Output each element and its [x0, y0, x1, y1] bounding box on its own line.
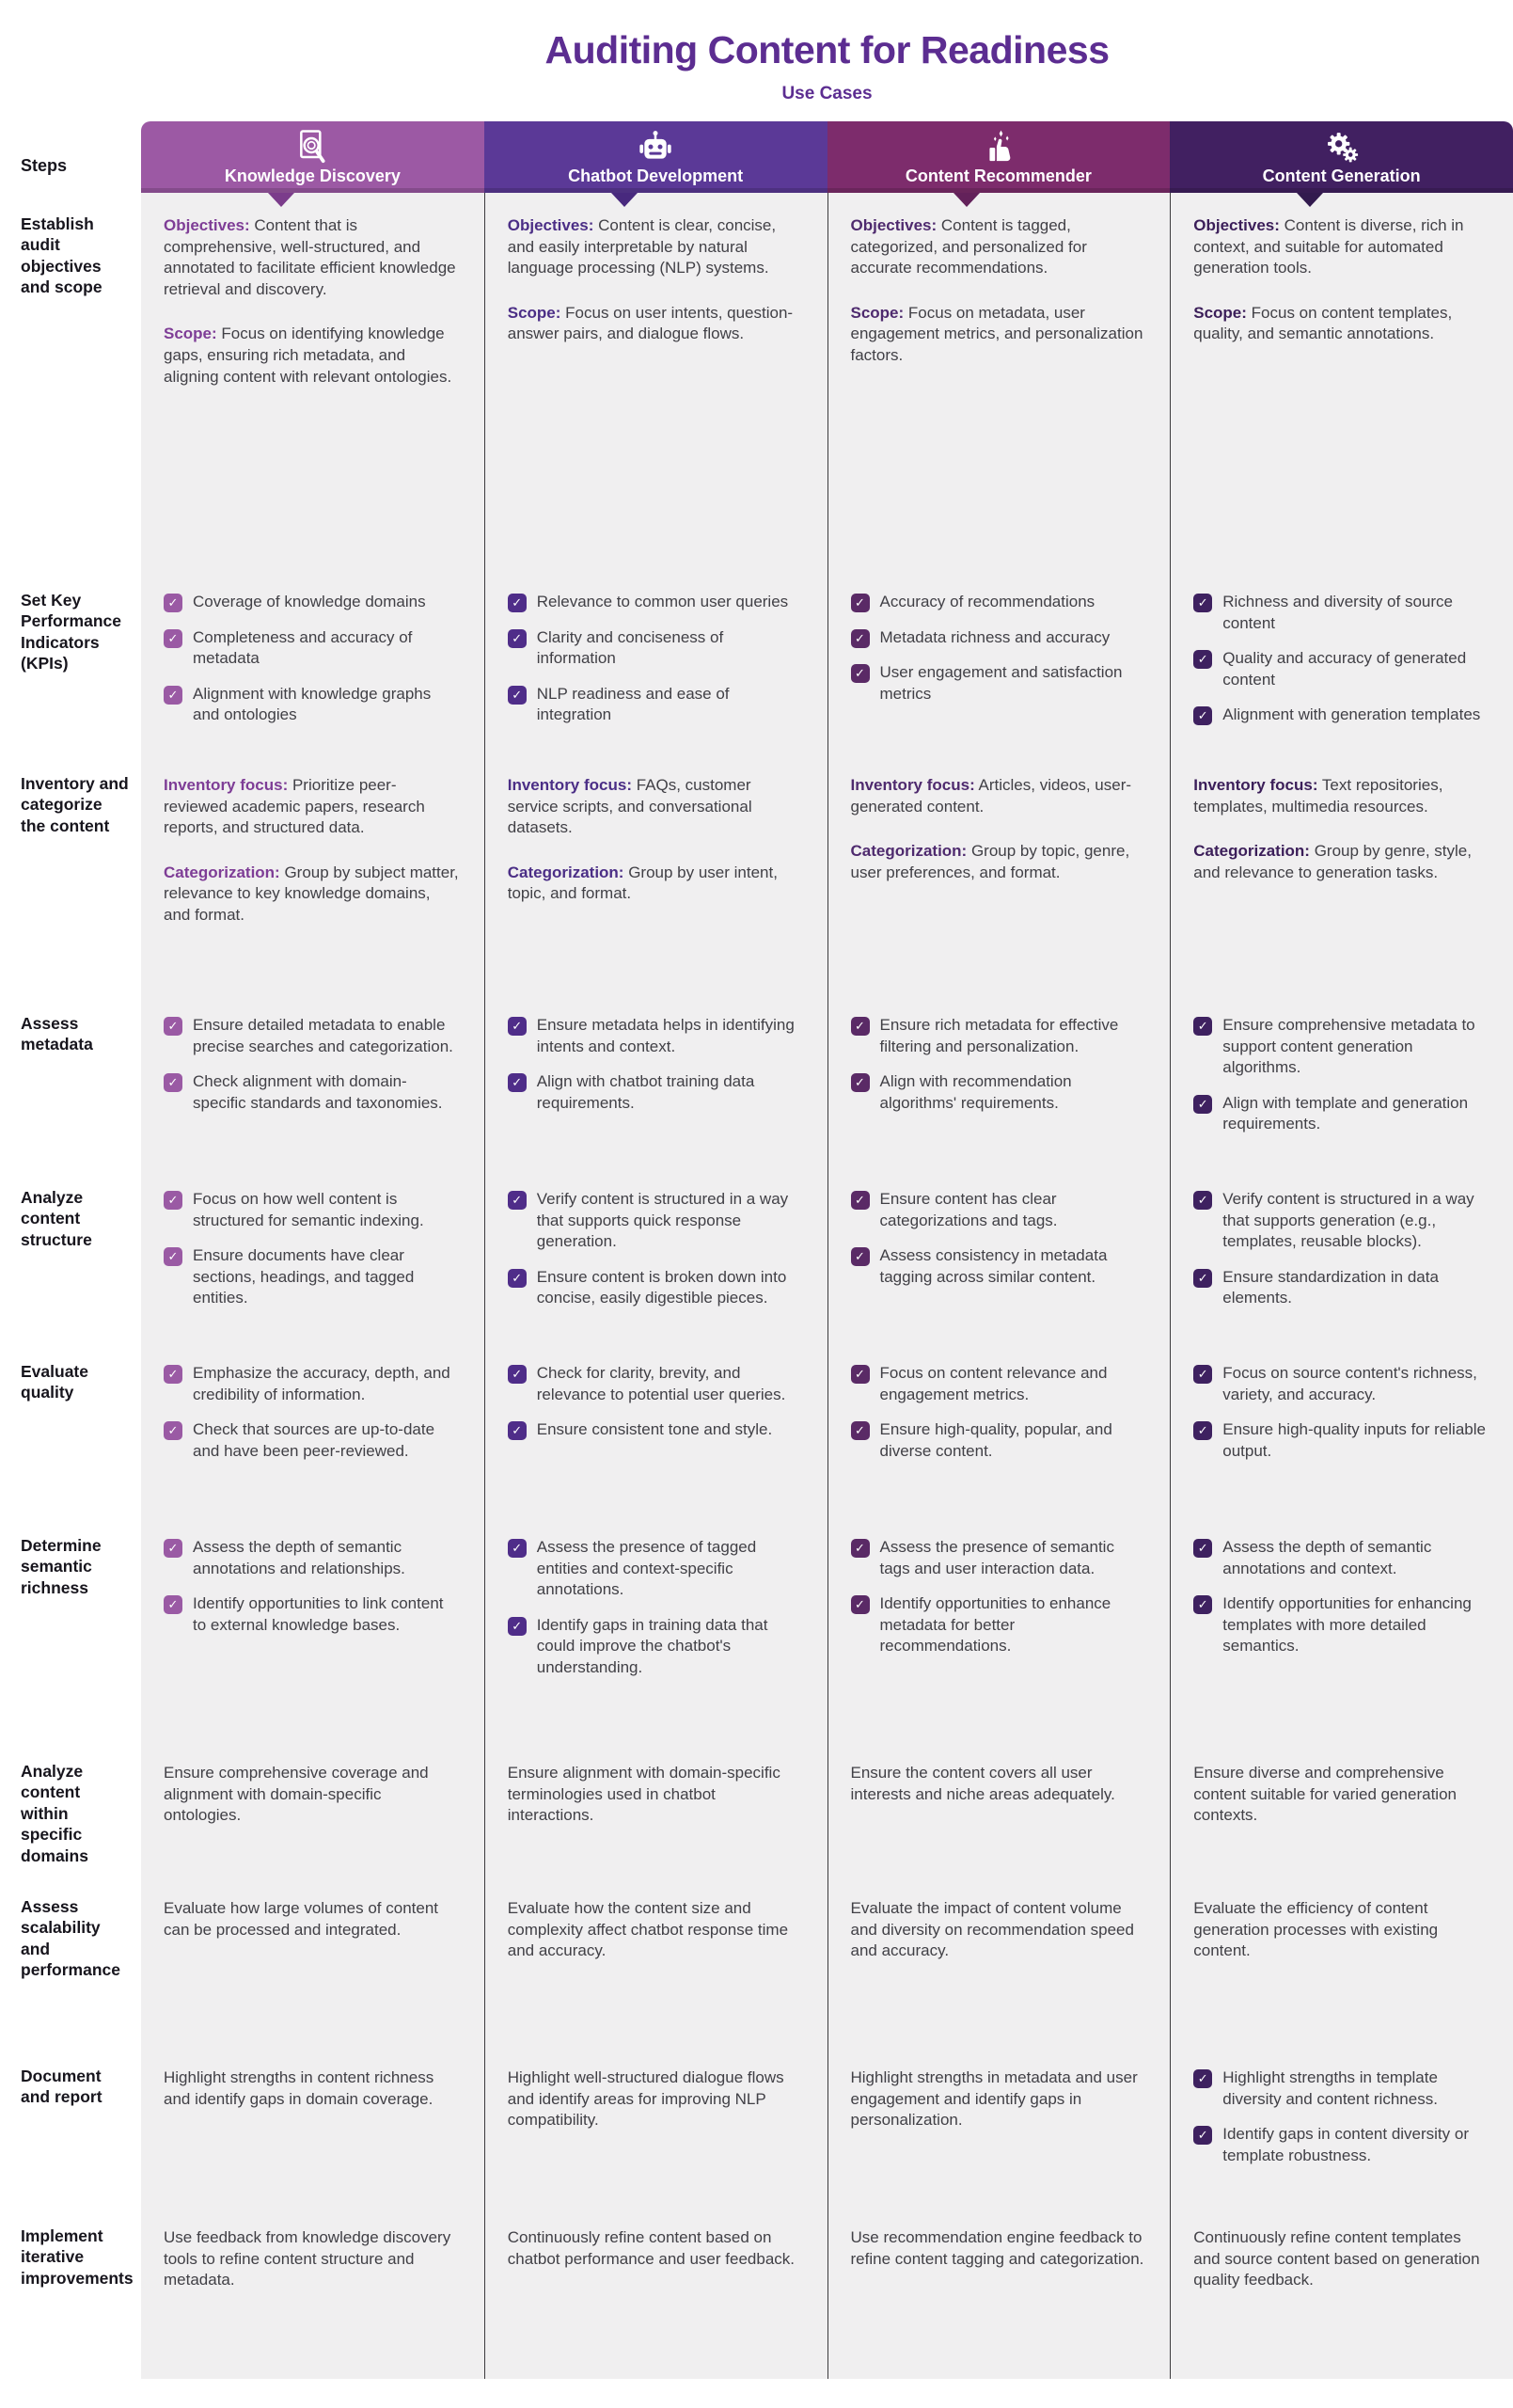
field-label: Inventory focus: — [507, 776, 632, 795]
matrix-cell — [1170, 992, 1513, 1166]
check-item — [1193, 2124, 1489, 2166]
checkbox-checked-icon[interactable]: ✓ — [1193, 706, 1212, 725]
field-label: Scope: — [850, 303, 905, 322]
cell-text: Continuously refine content based on chatbot performance and user feedback. — [507, 2228, 795, 2268]
cell-text: Assess the depth of semantic annotations and relationships. — [193, 1538, 405, 1577]
column-band — [484, 121, 827, 193]
cell-text: Align with chatbot training data requirements. — [536, 1072, 755, 1112]
matrix — [0, 121, 1513, 2379]
check-item — [1193, 1189, 1489, 1253]
check-item — [1193, 1015, 1489, 1079]
check-item — [508, 1071, 803, 1114]
matrix-cell — [141, 752, 484, 992]
cell-text: Accuracy of recommendations — [879, 593, 1095, 610]
cell-text: Ensure standardization in data elements. — [1222, 1267, 1439, 1307]
step-label: Establish audit objectives and scope — [0, 193, 141, 569]
cell-text: Assess the presence of semantic tags and user interaction data. — [879, 1538, 1114, 1577]
check-item — [851, 1363, 1146, 1405]
checkbox-checked-icon[interactable]: ✓ — [508, 1421, 527, 1440]
page-title: Auditing Content for Readiness — [544, 28, 1110, 71]
cell-text: Check alignment with domain-specific standards and taxonomies. — [193, 1072, 443, 1112]
cell-text: Focus on identifying knowledge gaps, ensuring rich metadata, and aligning content with relevant ontologies. — [164, 325, 452, 386]
column-label: Content Recommender — [905, 166, 1092, 185]
checkbox-checked-icon[interactable]: ✓ — [508, 686, 527, 705]
cell-text: NLP readiness and ease of integration — [536, 684, 730, 724]
cell-text: Richness and diversity of source content — [1222, 593, 1453, 632]
step-label: Set Key Performance Indicators (KPIs) — [0, 569, 141, 752]
matrix-cell — [141, 1514, 484, 1740]
matrix-cell — [1170, 193, 1513, 569]
column-header-knowledge-discovery — [141, 121, 484, 193]
check-item — [164, 1245, 460, 1309]
cell-text: Focus on source content's richness, variety, and accuracy. — [1222, 1364, 1477, 1403]
checkbox-checked-icon[interactable]: ✓ — [1193, 1017, 1212, 1036]
checkbox-checked-icon[interactable]: ✓ — [851, 1595, 870, 1614]
cell-text: Identify opportunities for enhancing templates with more detailed semantics. — [1222, 1594, 1472, 1656]
matrix-cell — [1170, 1876, 1513, 2045]
checkbox-checked-icon[interactable]: ✓ — [851, 1365, 870, 1384]
check-item — [1193, 2067, 1489, 2110]
step-label: Analyze content within specific domains — [0, 1740, 141, 1876]
check-item — [851, 1189, 1146, 1231]
check-item — [851, 1593, 1146, 1657]
matrix-cell — [827, 1740, 1171, 1876]
check-item — [851, 1015, 1146, 1057]
cell-text: Highlight strengths in template diversity and content richness. — [1222, 2068, 1438, 2108]
cell-text: Ensure diverse and comprehensive content suitable for varied generation contexts. — [1193, 1764, 1457, 1825]
cell-text: Ensure consistent tone and style. — [536, 1420, 773, 1439]
step-label: Assess scalability and performance — [0, 1876, 141, 2045]
pointer-arrow — [954, 193, 980, 207]
cell-text: Ensure documents have clear sections, headings, and tagged entities. — [193, 1246, 415, 1307]
cell-text: Use feedback from knowledge discovery tools to refine content structure and metadata. — [164, 2228, 451, 2289]
checkbox-checked-icon[interactable]: ✓ — [1193, 1095, 1212, 1114]
cell-text: Assess the presence of tagged entities and context-specific annotations. — [536, 1538, 757, 1599]
check-item — [508, 1015, 803, 1057]
check-item — [164, 1015, 460, 1057]
checkbox-checked-icon[interactable]: ✓ — [851, 664, 870, 683]
check-item — [851, 1537, 1146, 1579]
cell-text: Assess the depth of semantic annotations and context. — [1222, 1538, 1432, 1577]
gears-icon — [1323, 129, 1361, 166]
cell-text: Evaluate how the content size and complexity affect chatbot response time and accuracy. — [507, 1899, 789, 1960]
matrix-cell — [141, 1876, 484, 2045]
check-item — [508, 1537, 803, 1601]
step-label: Inventory and categorize the content — [0, 752, 141, 992]
cell-text: Identify gaps in training data that could improve the chatbot's understanding. — [536, 1615, 768, 1677]
cell-text: Content is clear, concise, and easily interpretable by natural language processing (NLP) systems. — [507, 216, 777, 277]
checkbox-checked-icon[interactable]: ✓ — [851, 1191, 870, 1210]
checkbox-checked-icon[interactable]: ✓ — [508, 1073, 527, 1092]
checkbox-checked-icon[interactable]: ✓ — [851, 629, 870, 648]
cell-text: Metadata richness and accuracy — [879, 627, 1111, 646]
matrix-cell — [484, 752, 827, 992]
thumbs-up-stars-icon — [980, 129, 1017, 166]
matrix-cell — [484, 1514, 827, 1740]
check-item — [851, 1419, 1146, 1462]
checkbox-checked-icon[interactable]: ✓ — [1193, 1191, 1212, 1210]
checkbox-checked-icon[interactable]: ✓ — [164, 1191, 182, 1210]
matrix-cell — [484, 2045, 827, 2205]
cell-text: FAQs, customer service scripts, and conversational datasets. — [507, 776, 752, 837]
matrix-cell — [827, 1166, 1171, 1340]
cell-text: User engagement and satisfaction metrics — [879, 663, 1123, 703]
checkbox-checked-icon[interactable]: ✓ — [851, 1421, 870, 1440]
checkbox-checked-icon[interactable]: ✓ — [1193, 1269, 1212, 1288]
robot-icon — [637, 129, 674, 166]
field-label: Inventory focus: — [850, 776, 975, 795]
infographic — [0, 28, 1513, 2400]
field-label: Categorization: — [164, 863, 280, 881]
matrix-cell — [1170, 2045, 1513, 2205]
checkbox-checked-icon[interactable]: ✓ — [508, 629, 527, 648]
step-label: Evaluate quality — [0, 1340, 141, 1514]
cell-text: Highlight strengths in content richness and identify gaps in domain coverage. — [164, 2068, 434, 2108]
matrix-cell — [1170, 1514, 1513, 1740]
checkbox-checked-icon[interactable]: ✓ — [1193, 1365, 1212, 1384]
check-item — [1193, 592, 1489, 634]
matrix-cell — [827, 2205, 1171, 2379]
checkbox-checked-icon[interactable]: ✓ — [1193, 1595, 1212, 1614]
cell-text: Group by genre, style, and relevance to generation tasks. — [1193, 842, 1472, 881]
checkbox-checked-icon[interactable]: ✓ — [508, 1269, 527, 1288]
check-item — [1193, 648, 1489, 690]
cell-text: Articles, videos, user-generated content. — [850, 776, 1132, 816]
cell-text: Align with recommendation algorithms' requirements. — [879, 1072, 1072, 1112]
matrix-cell — [141, 2205, 484, 2379]
matrix-cell — [141, 569, 484, 752]
cell-text: Ensure alignment with domain-specific terminologies used in chatbot interactions. — [507, 1764, 780, 1825]
checkbox-checked-icon[interactable]: ✓ — [508, 1191, 527, 1210]
cell-text: Use recommendation engine feedback to refine content tagging and categorization. — [850, 2228, 1144, 2268]
cell-text: Verify content is structured in a way that supports quick response generation. — [536, 1190, 789, 1251]
field-label: Inventory focus: — [1193, 776, 1318, 795]
check-item — [851, 1245, 1146, 1288]
cell-text: Completeness and accuracy of metadata — [193, 627, 413, 668]
check-item — [508, 684, 803, 726]
checkbox-checked-icon[interactable]: ✓ — [1193, 1421, 1212, 1440]
matrix-cell — [141, 193, 484, 569]
matrix-cell — [484, 193, 827, 569]
matrix-cell — [827, 752, 1171, 992]
cell-text: Evaluate how large volumes of content can be processed and integrated. — [164, 1899, 439, 1939]
matrix-cell — [1170, 752, 1513, 992]
checkbox-checked-icon[interactable]: ✓ — [164, 629, 182, 648]
cell-text: Ensure detailed metadata to enable precise searches and categorization. — [193, 1016, 453, 1055]
checkbox-checked-icon[interactable]: ✓ — [508, 594, 527, 612]
pointer-arrow — [611, 193, 638, 207]
check-item — [164, 1189, 460, 1231]
cell-text: Align with template and generation requirements. — [1222, 1093, 1469, 1133]
cell-text: Alignment with knowledge graphs and ontologies — [193, 684, 432, 724]
column-label: Chatbot Development — [568, 166, 744, 185]
matrix-cell — [141, 992, 484, 1166]
column-label: Content Generation — [1262, 166, 1421, 185]
matrix-cell — [484, 1166, 827, 1340]
check-item — [851, 662, 1146, 705]
cell-text: Content is tagged, categorized, and personalized for accurate recommendations. — [850, 216, 1087, 277]
field-label: Objectives: — [1193, 216, 1280, 234]
matrix-cell — [141, 1166, 484, 1340]
checkbox-checked-icon[interactable]: ✓ — [851, 1073, 870, 1092]
cell-text: Focus on content relevance and engagement metrics. — [879, 1364, 1108, 1403]
cell-text: Focus on user intents, question-answer pairs, and dialogue flows. — [507, 303, 794, 343]
check-item — [1193, 705, 1489, 726]
check-item — [1193, 1419, 1489, 1462]
cell-text: Coverage of knowledge domains — [193, 593, 426, 610]
check-item — [508, 1363, 803, 1405]
cell-text: Clarity and conciseness of information — [536, 627, 724, 668]
field-label: Inventory focus: — [164, 776, 289, 795]
cell-text: Assess consistency in metadata tagging across similar content. — [879, 1246, 1108, 1286]
cell-text: Emphasize the accuracy, depth, and credibility of information. — [193, 1364, 450, 1403]
matrix-cell — [827, 1514, 1171, 1740]
checkbox-checked-icon[interactable]: ✓ — [851, 1539, 870, 1558]
header — [141, 28, 1513, 104]
checkbox-checked-icon[interactable]: ✓ — [851, 1017, 870, 1036]
matrix-cell — [827, 1340, 1171, 1514]
step-label: Determine semantic richness — [0, 1514, 141, 1740]
matrix-cell — [484, 569, 827, 752]
cell-text: Group by user intent, topic, and format. — [507, 863, 778, 903]
check-item — [1193, 1593, 1489, 1657]
checkbox-checked-icon[interactable]: ✓ — [851, 1247, 870, 1266]
checkbox-checked-icon[interactable]: ✓ — [164, 1017, 182, 1036]
cell-text: Content that is comprehensive, well-structured, and annotated to facilitate efficient knowledge retrieval and discovery. — [164, 216, 456, 298]
cell-text: Identify opportunities to enhance metadata for better recommendations. — [879, 1594, 1111, 1656]
matrix-cell — [1170, 569, 1513, 752]
checkbox-checked-icon[interactable]: ✓ — [164, 1539, 182, 1558]
field-label: Objectives: — [850, 216, 938, 234]
matrix-cell — [484, 992, 827, 1166]
check-item — [851, 1071, 1146, 1114]
cell-text: Identify opportunities to link content to external knowledge bases. — [193, 1594, 444, 1634]
matrix-cell — [1170, 1340, 1513, 1514]
check-item — [164, 1419, 460, 1462]
matrix-cell — [827, 193, 1171, 569]
step-label: Document and report — [0, 2045, 141, 2205]
matrix-cell — [484, 1740, 827, 1876]
check-item — [1193, 1267, 1489, 1309]
cell-text: Ensure content is broken down into concise, easily digestible pieces. — [536, 1267, 787, 1307]
check-item — [164, 592, 460, 613]
cell-text: Content is diverse, rich in context, and suitable for automated generation tools. — [1193, 216, 1464, 277]
field-label: Categorization: — [507, 863, 624, 881]
cell-text: Ensure the content covers all user interests and niche areas adequately. — [850, 1764, 1115, 1803]
matrix-cell — [141, 1340, 484, 1514]
field-label: Categorization: — [850, 842, 968, 861]
check-item — [164, 1537, 460, 1579]
check-item — [508, 1419, 803, 1441]
pointer-arrow — [1297, 193, 1323, 207]
cell-text: Evaluate the efficiency of content generation processes with existing content. — [1193, 1899, 1439, 1960]
pointer-arrow — [268, 193, 294, 207]
check-item — [164, 1071, 460, 1114]
cell-text: Prioritize peer-reviewed academic papers, research reports, and structured data. — [164, 776, 425, 837]
column-band — [141, 121, 484, 193]
check-item — [851, 592, 1146, 613]
matrix-cell — [484, 1340, 827, 1514]
checkbox-checked-icon[interactable]: ✓ — [508, 1365, 527, 1384]
cell-text: Identify gaps in content diversity or template robustness. — [1222, 2125, 1469, 2164]
check-item — [508, 627, 803, 670]
column-label: Knowledge Discovery — [224, 166, 401, 185]
checkbox-checked-icon[interactable]: ✓ — [164, 1595, 182, 1614]
check-item — [164, 684, 460, 726]
cell-text: Focus on metadata, user engagement metrics, and personalization factors. — [850, 303, 1143, 365]
column-band — [827, 121, 1171, 193]
checkbox-checked-icon[interactable]: ✓ — [1193, 594, 1212, 612]
check-item — [1193, 1537, 1489, 1579]
matrix-cell — [141, 2045, 484, 2205]
check-item — [508, 1189, 803, 1253]
checkbox-checked-icon[interactable]: ✓ — [164, 1365, 182, 1384]
checkbox-checked-icon[interactable]: ✓ — [1193, 2069, 1212, 2088]
cell-text: Focus on content templates, quality, and semantic annotations. — [1193, 303, 1453, 343]
column-header-content-generation — [1170, 121, 1513, 193]
checkbox-checked-icon[interactable]: ✓ — [508, 1017, 527, 1036]
matrix-cell — [827, 992, 1171, 1166]
check-item — [1193, 1363, 1489, 1405]
field-label: Objectives: — [164, 216, 250, 234]
checkbox-checked-icon[interactable]: ✓ — [851, 594, 870, 612]
checkbox-checked-icon[interactable]: ✓ — [164, 1247, 182, 1266]
cell-text: Ensure comprehensive metadata to support content generation algorithms. — [1222, 1016, 1475, 1077]
matrix-cell — [827, 1876, 1171, 2045]
matrix-cell — [1170, 2205, 1513, 2379]
cell-text: Relevance to common user queries — [536, 593, 789, 610]
checkbox-checked-icon[interactable]: ✓ — [508, 1539, 527, 1558]
cell-text: Ensure content has clear categorizations and tags. — [879, 1190, 1058, 1229]
checkbox-checked-icon[interactable]: ✓ — [508, 1617, 527, 1636]
check-item — [164, 627, 460, 670]
matrix-cell — [1170, 1740, 1513, 1876]
field-label: Categorization: — [1193, 842, 1310, 861]
check-item — [508, 1615, 803, 1679]
checkbox-checked-icon[interactable]: ✓ — [164, 1421, 182, 1440]
matrix-cell — [827, 569, 1171, 752]
cell-text: Check that sources are up-to-date and have been peer-reviewed. — [193, 1420, 435, 1460]
steps-label: Steps — [21, 156, 68, 175]
step-label: Analyze content structure — [0, 1166, 141, 1340]
step-label: Assess metadata — [0, 992, 141, 1166]
checkbox-checked-icon[interactable]: ✓ — [1193, 1539, 1212, 1558]
check-item — [508, 592, 803, 613]
cell-text: Group by topic, genre, user preferences, and format. — [850, 842, 1130, 881]
step-label: Implement iterative improvements — [0, 2205, 141, 2379]
cell-text: Focus on how well content is structured for semantic indexing. — [193, 1190, 424, 1229]
matrix-cell — [484, 2205, 827, 2379]
matrix-cell — [1170, 1166, 1513, 1340]
field-label: Scope: — [507, 303, 561, 322]
column-band — [1170, 121, 1513, 193]
checkbox-checked-icon[interactable]: ✓ — [164, 594, 182, 612]
cell-text: Verify content is structured in a way that supports generation (e.g., templates, reusable blocks). — [1222, 1190, 1474, 1251]
cell-text: Quality and accuracy of generated content — [1222, 649, 1467, 689]
checkbox-checked-icon[interactable]: ✓ — [164, 686, 182, 705]
field-label: Objectives: — [507, 216, 594, 234]
check-item — [508, 1267, 803, 1309]
check-item — [851, 627, 1146, 649]
cell-text: Ensure rich metadata for effective filtering and personalization. — [879, 1016, 1119, 1055]
cell-text: Ensure high-quality inputs for reliable output. — [1222, 1420, 1486, 1460]
checkbox-checked-icon[interactable]: ✓ — [164, 1073, 182, 1092]
column-header-content-recommender — [827, 121, 1171, 193]
check-item — [164, 1363, 460, 1405]
cell-text: Highlight well-structured dialogue flows and identify areas for improving NLP compatibility. — [507, 2068, 784, 2130]
cell-text: Continuously refine content templates and source content based on generation quality feedback. — [1193, 2228, 1480, 2289]
document-search-icon — [293, 129, 331, 166]
column-header-chatbot-development — [484, 121, 827, 193]
matrix-cell — [827, 2045, 1171, 2205]
cell-text: Ensure high-quality, popular, and diverse content. — [879, 1420, 1112, 1460]
field-label: Scope: — [1193, 303, 1247, 322]
field-label: Scope: — [164, 325, 217, 343]
cell-text: Check for clarity, brevity, and relevance to potential user queries. — [536, 1364, 786, 1403]
check-item — [164, 1593, 460, 1636]
cell-text: Alignment with generation templates — [1222, 705, 1481, 724]
cell-text: Text repositories, templates, multimedia resources. — [1193, 776, 1443, 816]
check-item — [1193, 1093, 1489, 1135]
subtitle: Use Cases — [781, 84, 873, 103]
cell-text: Highlight strengths in metadata and user engagement and identify gaps in personalization. — [850, 2068, 1138, 2130]
cell-text: Ensure metadata helps in identifying intents and context. — [536, 1016, 795, 1055]
checkbox-checked-icon[interactable]: ✓ — [1193, 650, 1212, 669]
matrix-cell — [484, 1876, 827, 2045]
cell-text: Group by subject matter, relevance to key knowledge domains, and format. — [164, 863, 459, 925]
matrix-cell — [141, 1740, 484, 1876]
checkbox-checked-icon[interactable]: ✓ — [1193, 2126, 1212, 2145]
cell-text: Evaluate the impact of content volume and diversity on recommendation speed and accuracy. — [850, 1899, 1134, 1960]
cell-text: Ensure comprehensive coverage and alignment with domain-specific ontologies. — [164, 1764, 429, 1825]
